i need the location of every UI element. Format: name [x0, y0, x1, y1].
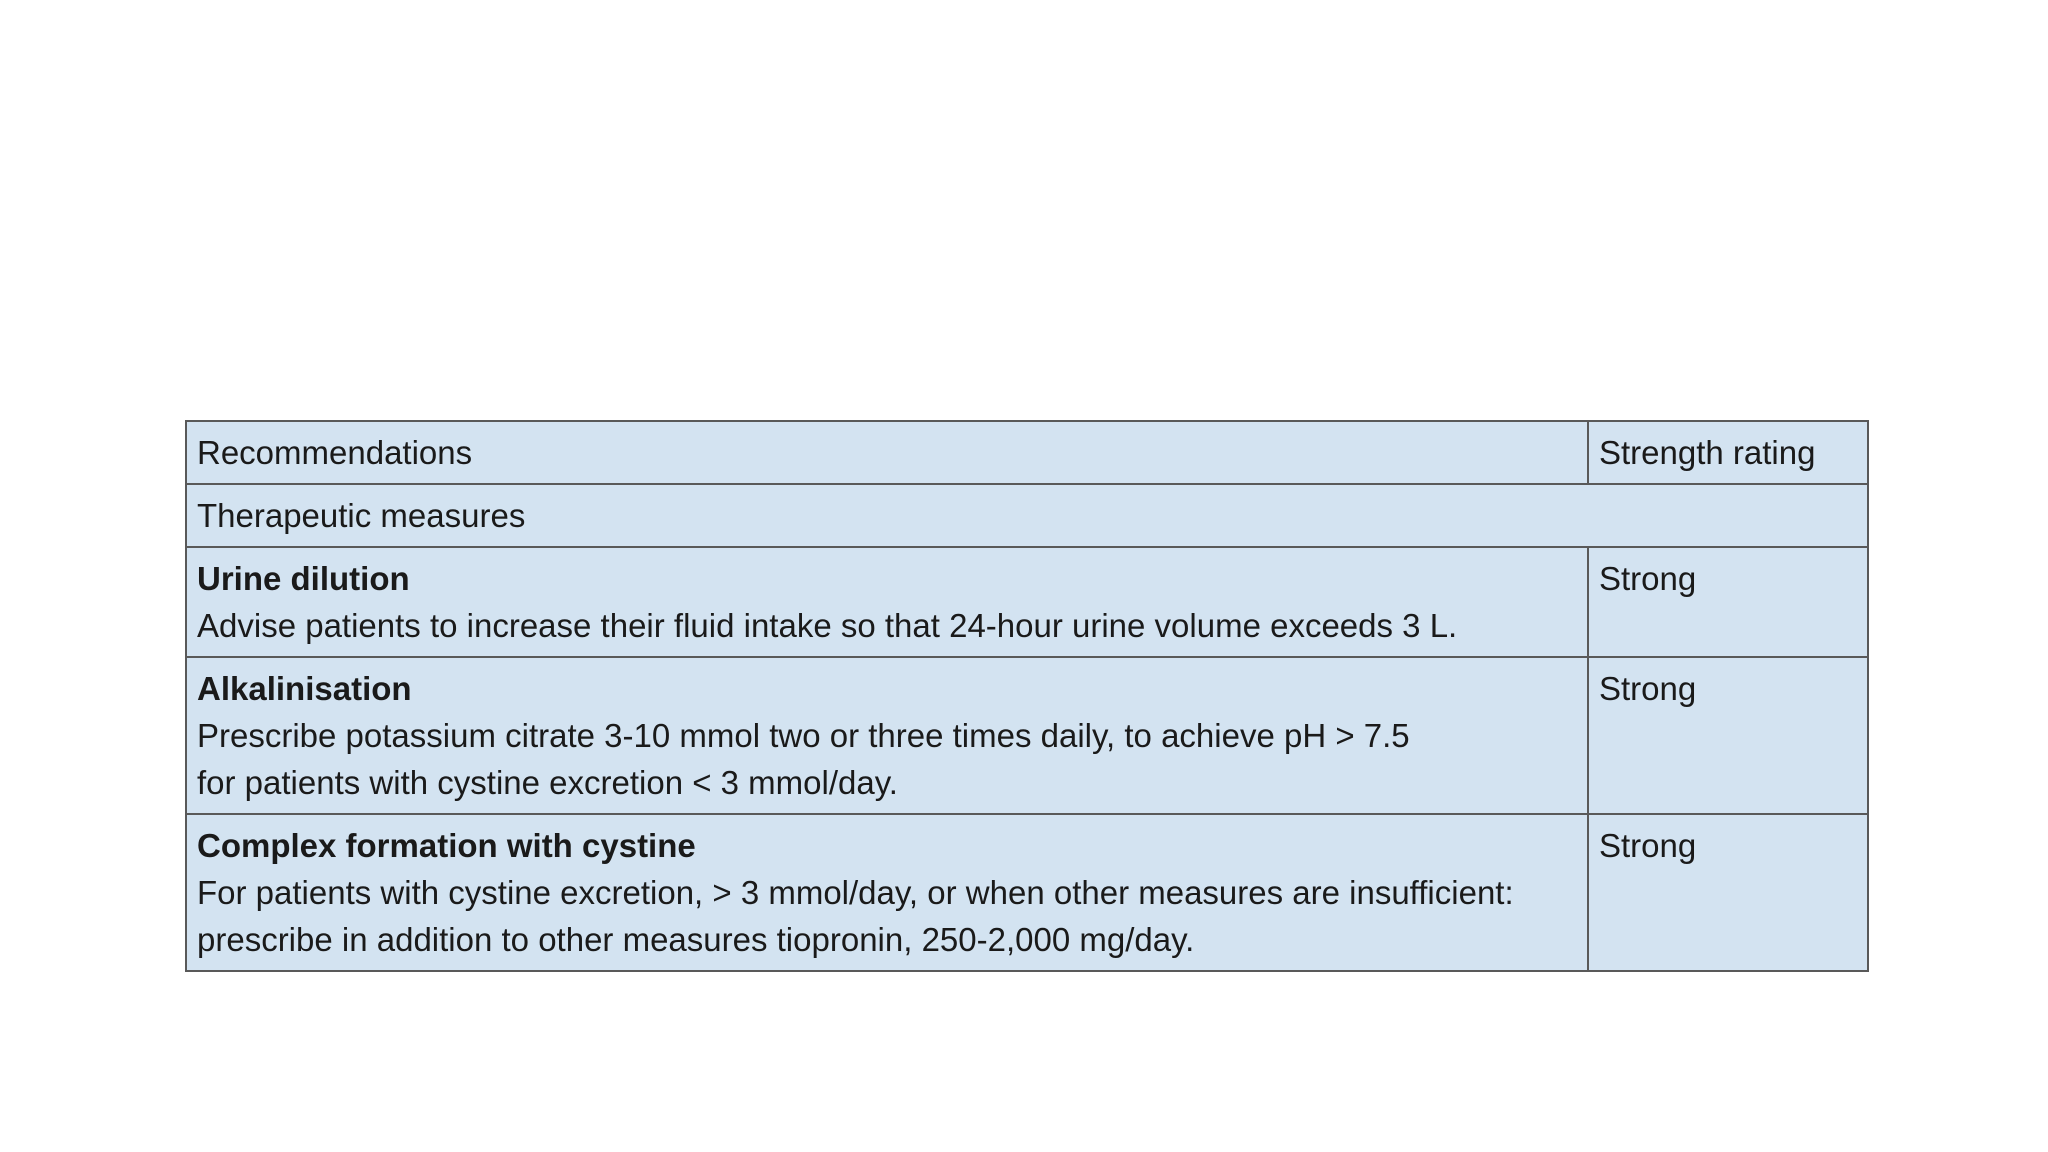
recommendation-text: prescribe in addition to other measures tiopronin, 250-2,000 mg/day. [197, 921, 1195, 958]
section-row [186, 484, 1868, 547]
recommendation-title: Complex formation with cystine [197, 827, 696, 864]
table-header-row [186, 421, 1868, 484]
recommendation-text: Advise patients to increase their fluid intake so that 24-hour urine volume exceeds 3 L. [197, 607, 1458, 644]
recommendation-title: Urine dilution [197, 560, 410, 597]
recommendation-cell [186, 547, 1588, 657]
section-title: Therapeutic measures [186, 484, 1868, 547]
header-strength-rating: Strength rating [1588, 421, 1868, 484]
recommendations-table [185, 420, 1869, 972]
strength-cell: Strong [1588, 814, 1868, 971]
recommendation-cell [186, 657, 1588, 814]
recommendation-text: Prescribe potassium citrate 3-10 mmol two or three times daily, to achieve pH > 7.5 [197, 717, 1410, 754]
recommendations-table-container [185, 420, 1869, 972]
strength-cell: Strong [1588, 657, 1868, 814]
recommendation-cell [186, 814, 1588, 971]
table-row [186, 547, 1868, 657]
table-row [186, 814, 1868, 971]
recommendation-text: for patients with cystine excretion < 3 mmol/day. [197, 764, 898, 801]
recommendation-title: Alkalinisation [197, 670, 412, 707]
header-recommendations: Recommendations [186, 421, 1588, 484]
strength-cell: Strong [1588, 547, 1868, 657]
table-row [186, 657, 1868, 814]
recommendation-text: For patients with cystine excretion, > 3 mmol/day, or when other measures are insufficient: [197, 874, 1514, 911]
